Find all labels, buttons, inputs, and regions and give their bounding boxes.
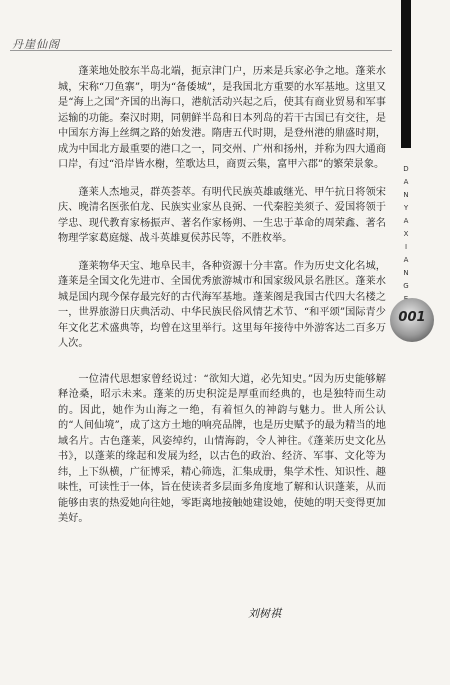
author-signature: 刘树祺 [248,607,281,620]
side-letter: X [403,230,409,238]
side-tab-bar [401,0,411,148]
side-vertical-letters [401,163,411,306]
body-text [58,64,386,539]
side-letter: A [403,256,409,264]
side-letter: N [403,269,409,277]
side-letter: N [403,191,409,199]
side-letter: A [403,217,409,225]
paragraph: 蓬莱物华天宝、地阜民丰，各种资源十分丰富。作为历史文化名城，蓬莱是全国文化先进市、全国优秀旅游城市和国家级风景名胜区。蓬莱水城是国内现今保存最完好的古代海军基地。蓬莱阁是我国古代四大名楼之一，世界旅游日庆典活动、中华民族民俗风情艺术节、“和平颂”国际青少年文化艺术盛典等，均曾在这里举行。这里每年接待中外游客达二百多万人次。 [58,260,386,349]
header-rule [10,50,392,51]
side-letter: I [404,243,408,251]
side-letter: G [403,282,409,290]
side-letter: D [403,165,409,173]
paragraph: 一位清代思想家曾经说过：“欲知大道，必先知史。”因为历史能够解释沧桑，昭示未来。蓬莱的历史积淀是厚重而经典的，也是独特而生动的。因此，她作为山海之一绝，有着恒久的神韵与魅力。世人所公认的“人间仙境”，成了这方土地的响亮品牌，也是历史赋予的最为精当的地域名片。古色蓬莱，风姿绰约，山情海韵，令人神往。《蓬莱历史文化丛书》，以蓬莱的缘起和发展为经，以古色的政治、经济、军事、文化等为纬，上下纵横，广征博采，精心筛选，汇集成册，集学术性、知识性、趣味性，可读性于一体，旨在使读者多层面多角度地了解和认识蓬莱，从而能够由衷的热爱她向往她，零距离地接触她建设她，使她的明天变得更加美好。 [58,373,386,524]
side-letter: Y [403,204,409,212]
side-letter: A [403,178,409,186]
paragraph: 蓬莱地处胶东半岛北端，扼京津门户，历来是兵家必争之地。蓬莱水城，宋称“刀鱼寨”，明为“备倭城”，是我国北方重要的水军基地。这里又是“海上之国”齐国的出海口，港航活动兴起之后，使其有商业贸易和军事运输的功能。秦汉时期，同朝鲜半岛和日本列岛的若干古国已有交往，是中国东方海上丝绸之路的始发港。隋唐五代时期，是登州港的鼎盛时期，成为中国北方最重要的港口之一，同交州、广州和扬州，并称为四大通商口岸，有过“沿岸皆水榭，笙歌达旦，商贾云集，富甲六郡”的繁荣景象。 [58,66,386,170]
page-number: 001 [398,310,426,325]
running-header: 丹崖仙阁 [12,38,60,51]
paragraph: 蓬莱人杰地灵，群英荟萃。有明代民族英雄戚继光、甲午抗日将领宋庆、晚清名医张伯龙、民族实业家丛良弼、一代秦腔美须子、爱国将领于学忠、现代教育家杨振声、著名作家杨朔、一生忠于革命的周荣鑫、著名物理学家葛庭燧、战斗英雄夏侯苏民等，不胜枚举。 [58,186,386,244]
